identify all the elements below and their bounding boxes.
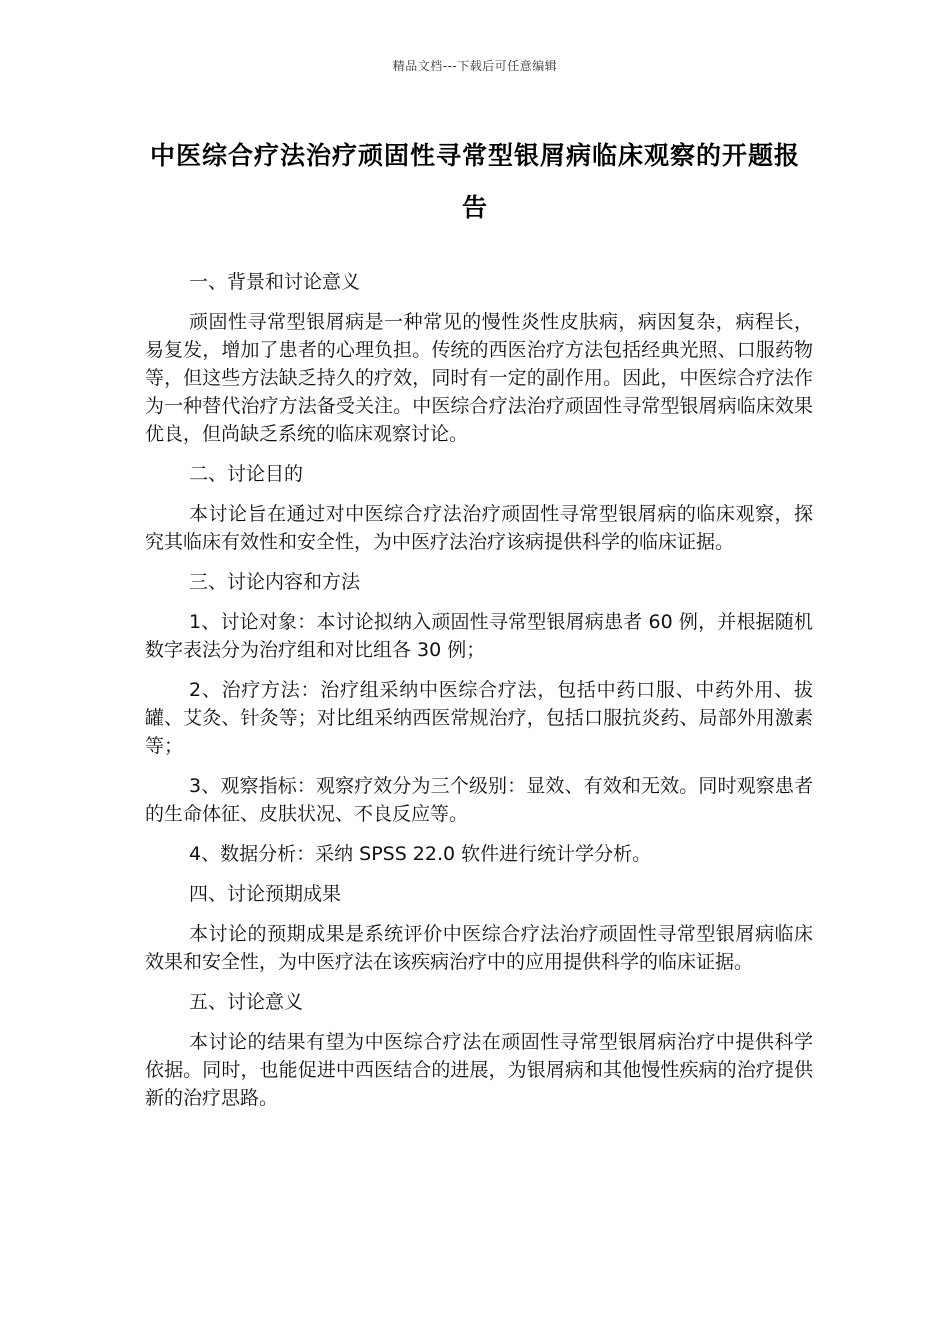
document-body xyxy=(145,268,813,1124)
significance-paragraph: 本讨论的结果有望为中医综合疗法在顽固性寻常型银屑病治疗中提供科学依据。同时，也能促进中西医结合的进展，为银屑病和其他慢性疾病的治疗提供新的治疗思路。 xyxy=(145,1031,813,1109)
section-heading-purpose: 二、讨论目的 xyxy=(189,463,304,485)
purpose-paragraph: 本讨论旨在通过对中医综合疗法治疗顽固性寻常型银屑病的临床观察，探究其临床有效性和安全性，为中医疗法治疗该病提供科学的临床证据。 xyxy=(145,503,813,553)
methods-item-analysis: 4、数据分析：采纳 SPSS 22.0 软件进行统计学分析。 xyxy=(189,843,652,865)
methods-item-indicators: 3、观察指标：观察疗效分为三个级别：显效、有效和无效。同时观察患者的生命体征、皮肤状况、不良反应等。 xyxy=(145,775,813,825)
background-paragraph: 顽固性寻常型银屑病是一种常见的慢性炎性皮肤病，病因复杂，病程长，易复发，增加了患者的心理负担。传统的西医治疗方法包括经典光照、口服药物等，但这些方法缺乏持久的疗效，同时有一定的副作用。因此，中医综合疗法作为一种替代治疗方法备受关注。中医综合疗法治疗顽固性寻常型银屑病临床效果优良，但尚缺乏系统的临床观察讨论。 xyxy=(145,311,813,445)
methods-item-subjects: 1、讨论对象：本讨论拟纳入顽固性寻常型银屑病患者 60 例，并根据随机数字表法分为治疗组和对比组各 30 例； xyxy=(145,611,813,661)
section-heading-background: 一、背景和讨论意义 xyxy=(189,271,361,293)
section-heading-expected-results: 四、讨论预期成果 xyxy=(189,883,342,905)
section-heading-significance: 五、讨论意义 xyxy=(189,991,304,1013)
expected-results-paragraph: 本讨论的预期成果是系统评价中医综合疗法治疗顽固性寻常型银屑病临床效果和安全性，为中医疗法在该疾病治疗中的应用提供科学的临床证据。 xyxy=(145,923,813,973)
document-title: 中医综合疗法治疗顽固性寻常型银屑病临床观察的开题报告 xyxy=(149,141,800,222)
section-heading-methods: 三、讨论内容和方法 xyxy=(189,571,361,593)
header-note: 精品文档---下载后可任意编辑 xyxy=(392,59,558,73)
methods-item-treatment: 2、治疗方法：治疗组采纳中医综合疗法，包括中药口服、中药外用、拔罐、艾灸、针灸等；对比组采纳西医常规治疗，包括口服抗炎药、局部外用激素等； xyxy=(145,679,813,757)
